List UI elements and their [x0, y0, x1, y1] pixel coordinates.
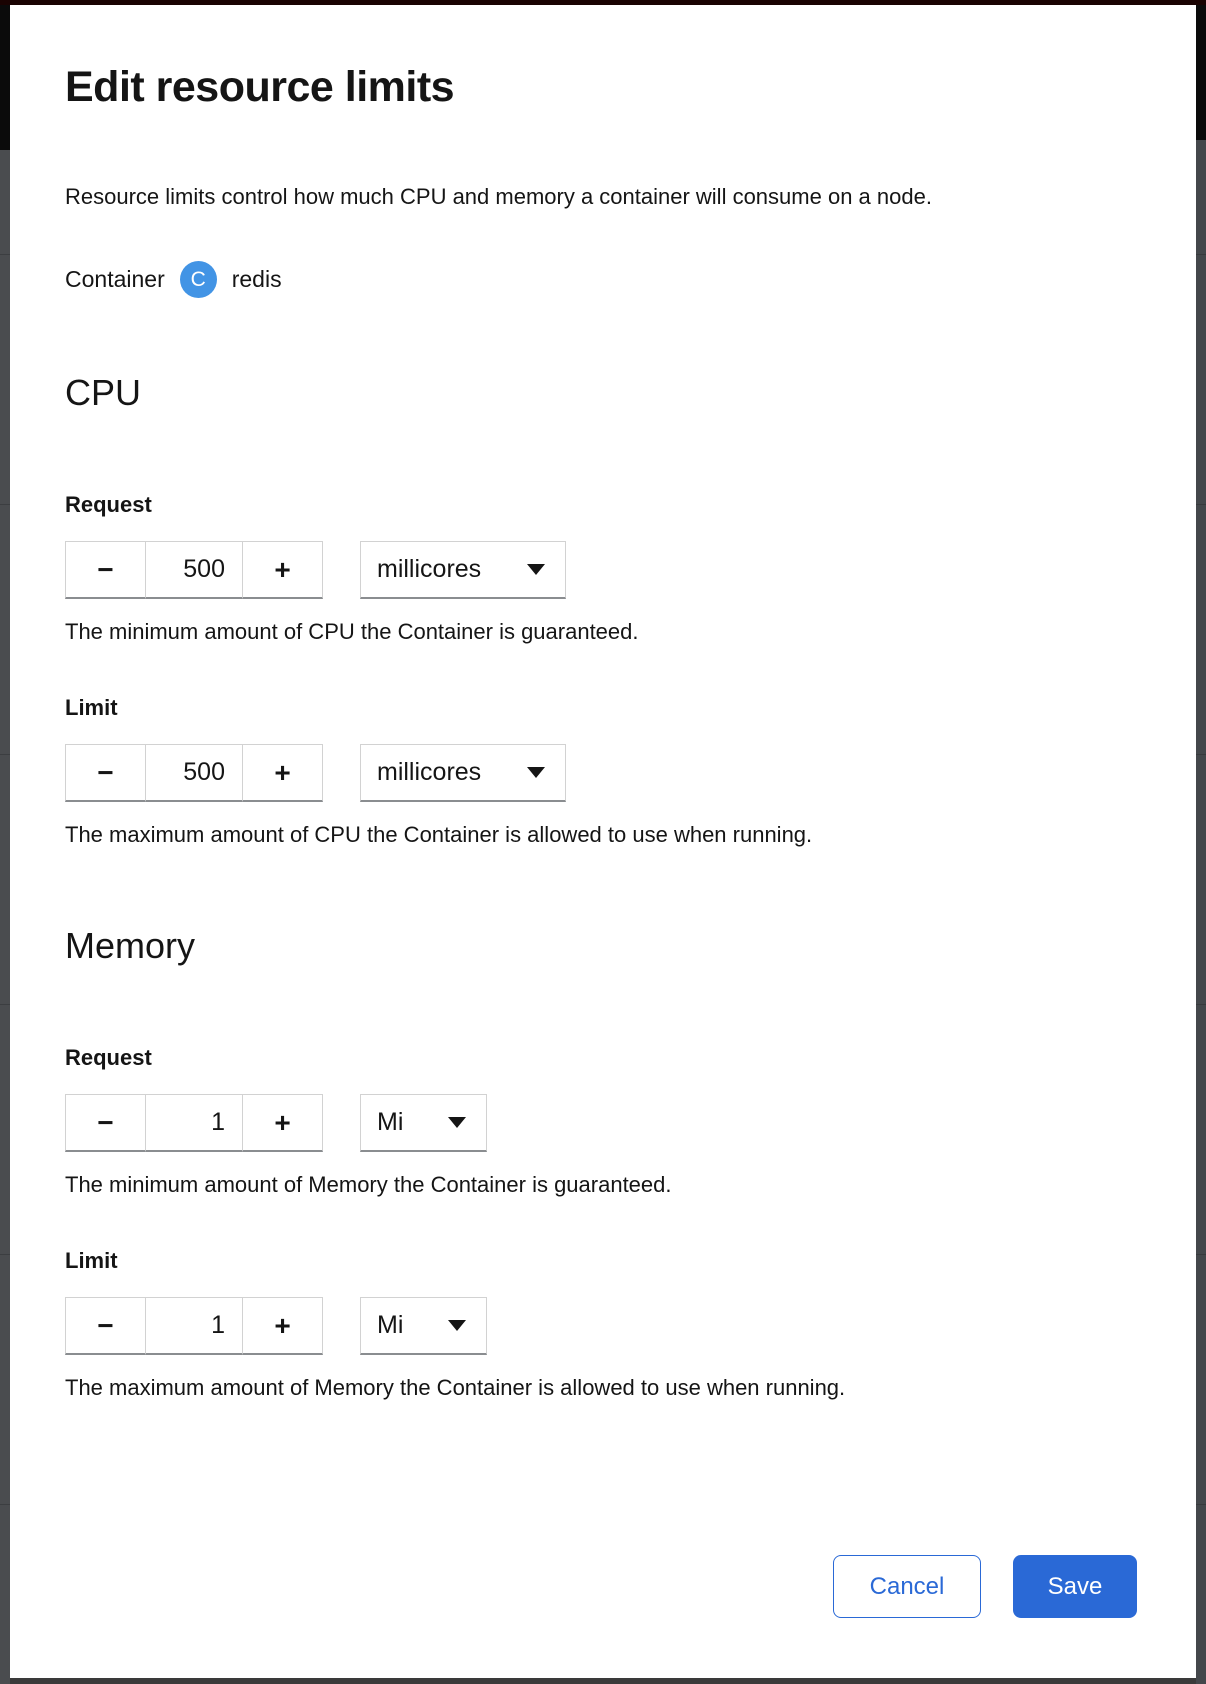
cpu-request-minus-button[interactable] — [65, 541, 146, 599]
chevron-down-icon — [448, 1117, 466, 1128]
memory-limit-unit-value: Mi — [377, 1311, 404, 1339]
memory-request-plus-button[interactable] — [242, 1094, 323, 1152]
screen-edge-right — [1196, 5, 1206, 1684]
memory-request-label: Request — [65, 1045, 152, 1070]
cpu-request-unit-value: millicores — [377, 555, 482, 583]
cpu-request-unit-dropdown[interactable] — [360, 541, 566, 599]
save-button[interactable]: Save — [1013, 1555, 1137, 1618]
cpu-limit-unit-dropdown[interactable] — [360, 744, 566, 802]
cpu-limit-help-text: The maximum amount of CPU the Container is allowed to use when running. — [65, 822, 813, 847]
minus-icon: − — [97, 1309, 114, 1341]
cpu-request-label: Request — [65, 492, 152, 517]
modal-footer — [65, 1555, 1137, 1618]
edit-resource-limits-modal — [10, 5, 1196, 1678]
memory-limit-minus-button[interactable] — [65, 1297, 146, 1355]
cpu-limit-value-input[interactable] — [145, 744, 243, 802]
page-title: Edit resource limits — [65, 63, 455, 111]
modal-description: Resource limits control how much CPU and memory a container will consume on a node. — [65, 184, 932, 209]
memory-request-stepper — [65, 1094, 323, 1152]
memory-request-unit-value: Mi — [377, 1108, 404, 1136]
cpu-request-plus-button[interactable] — [242, 541, 323, 599]
chevron-down-icon — [527, 767, 545, 778]
cpu-request-help-text: The minimum amount of CPU the Container is guaranteed. — [65, 619, 639, 644]
container-label: Container — [65, 266, 165, 292]
cpu-limit-unit-value: millicores — [377, 758, 482, 786]
memory-limit-value-input[interactable] — [145, 1297, 243, 1355]
memory-limit-unit-dropdown[interactable] — [360, 1297, 487, 1355]
cpu-section-heading: CPU — [65, 372, 142, 413]
memory-section-heading: Memory — [65, 925, 196, 966]
cpu-request-value-input[interactable] — [145, 541, 243, 599]
memory-limit-plus-button[interactable] — [242, 1297, 323, 1355]
memory-limit-controls — [65, 1297, 1137, 1355]
cpu-limit-stepper — [65, 744, 323, 802]
memory-request-value-input[interactable] — [145, 1094, 243, 1152]
memory-limit-help-text: The maximum amount of Memory the Container is allowed to use when running. — [65, 1375, 846, 1400]
cpu-limit-minus-button[interactable] — [65, 744, 146, 802]
memory-request-minus-button[interactable] — [65, 1094, 146, 1152]
cpu-limit-label: Limit — [65, 695, 118, 720]
memory-request-unit-dropdown[interactable] — [360, 1094, 487, 1152]
container-row — [65, 261, 1137, 298]
screen-edge-bottom — [10, 1678, 1196, 1684]
plus-icon: + — [274, 1309, 291, 1341]
minus-icon: − — [97, 1106, 114, 1138]
chevron-down-icon — [527, 564, 545, 575]
plus-icon: + — [274, 553, 291, 585]
plus-icon: + — [274, 1106, 291, 1138]
memory-limit-label: Limit — [65, 1248, 118, 1273]
container-name: redis — [231, 266, 282, 292]
memory-request-controls — [65, 1094, 1137, 1152]
cancel-button[interactable]: Cancel — [833, 1555, 981, 1618]
screen-edge-left — [0, 5, 10, 1684]
memory-request-help-text: The minimum amount of Memory the Container is guaranteed. — [65, 1172, 672, 1197]
cpu-section — [65, 371, 1137, 851]
minus-icon: − — [97, 553, 114, 585]
cpu-limit-plus-button[interactable] — [242, 744, 323, 802]
cpu-limit-controls — [65, 744, 1137, 802]
memory-section — [65, 924, 1137, 1404]
container-badge-icon: C — [180, 261, 217, 298]
cpu-request-controls — [65, 541, 1137, 599]
minus-icon: − — [97, 756, 114, 788]
chevron-down-icon — [448, 1320, 466, 1331]
plus-icon: + — [274, 756, 291, 788]
memory-limit-stepper — [65, 1297, 323, 1355]
cpu-request-stepper — [65, 541, 323, 599]
